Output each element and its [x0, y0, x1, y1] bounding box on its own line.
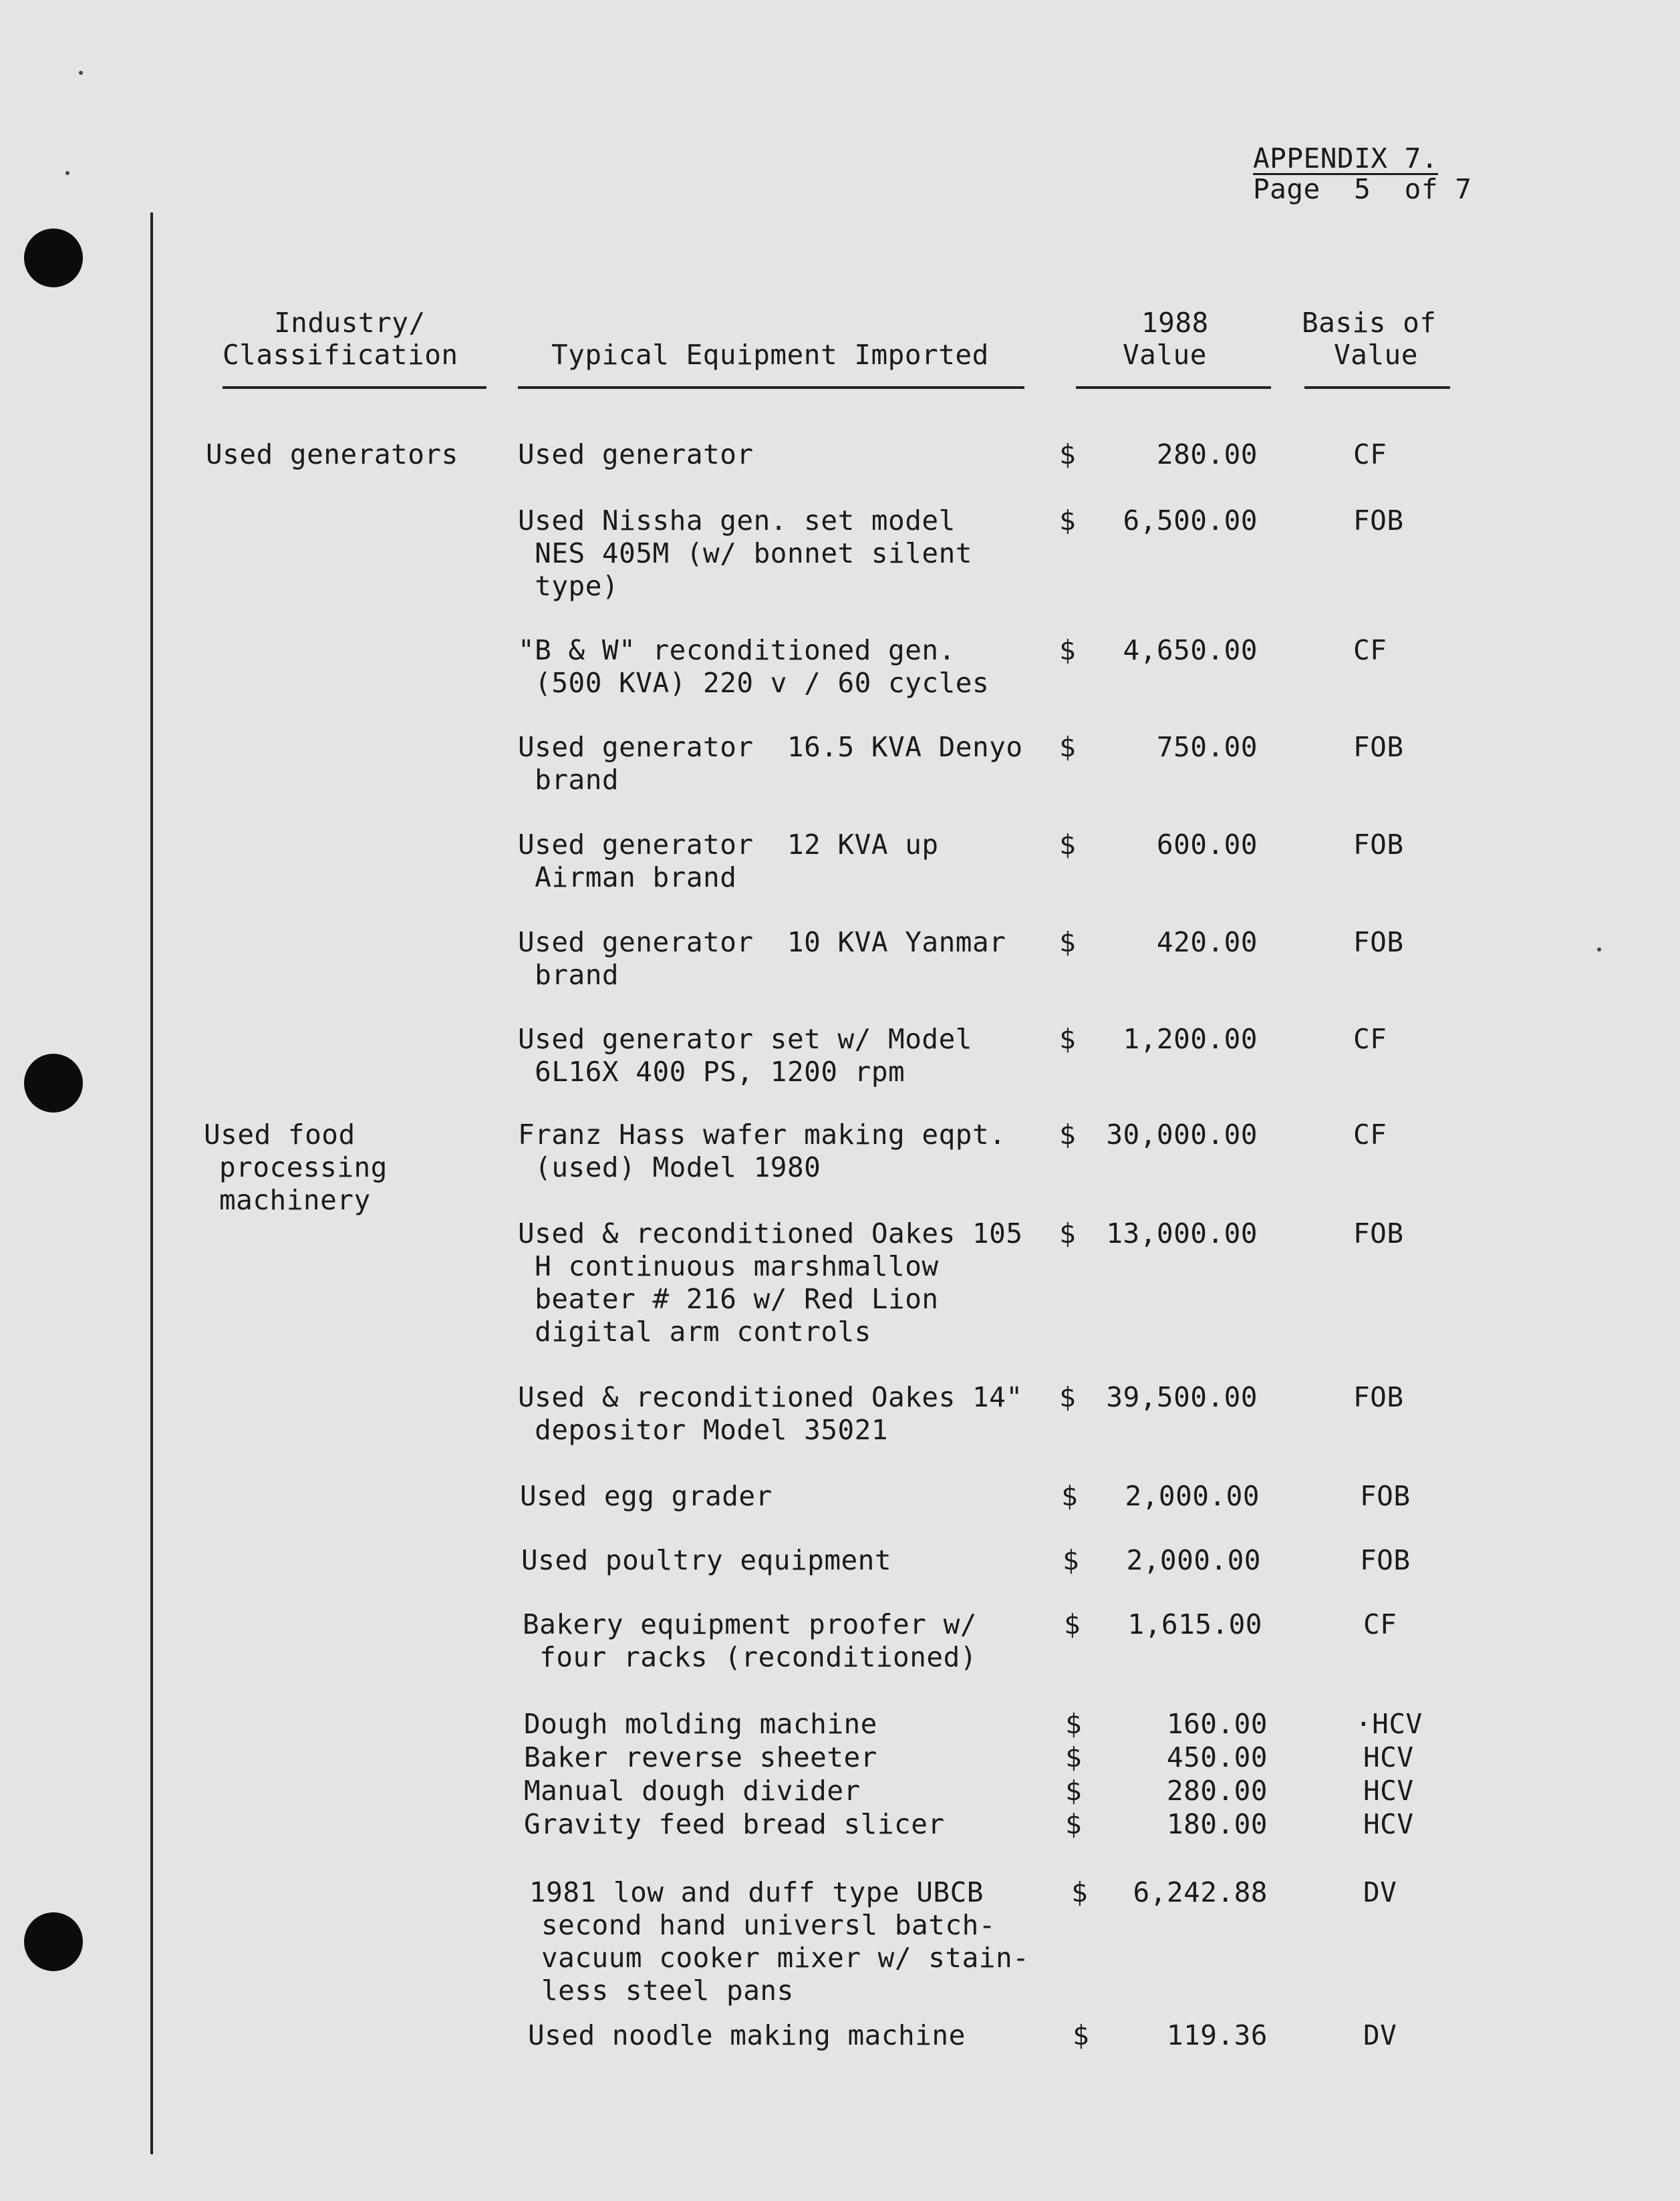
equipment-desc: Gravity feed bread slicer [524, 1808, 945, 1840]
col-basis-line1: Basis of [1302, 307, 1437, 339]
page-number: Page 5 of 7 [1253, 173, 1472, 205]
basis-of-value: HCV [1363, 1808, 1414, 1840]
currency-sign: $ [1065, 1708, 1083, 1740]
equipment-desc: four racks (reconditioned) [523, 1641, 977, 1673]
col-industry-line2: Classification [223, 339, 458, 371]
basis-of-value: CF [1353, 634, 1387, 666]
currency-sign: $ [1059, 1217, 1077, 1250]
equipment-desc: Manual dough divider [524, 1775, 861, 1807]
currency-sign: $ [1059, 1381, 1077, 1413]
equipment-desc: Bakery equipment proofer w/ [523, 1608, 977, 1640]
category-food-line3: machinery [219, 1184, 371, 1216]
basis-of-value: FOB [1353, 1381, 1404, 1413]
value-amount: 160.00 [1166, 1708, 1268, 1740]
equipment-desc: Baker reverse sheeter [524, 1741, 877, 1773]
currency-sign: $ [1059, 504, 1077, 537]
basis-of-value: CF [1353, 1023, 1387, 1055]
equipment-desc: Used generator 12 KVA up [518, 829, 939, 861]
value-amount: 2,000.00 [1125, 1480, 1260, 1512]
equipment-desc: Used egg grader [520, 1480, 773, 1512]
equipment-desc: Used generator [518, 438, 754, 470]
currency-sign: $ [1059, 926, 1077, 958]
value-amount: 13,000.00 [1106, 1217, 1258, 1250]
speck [1597, 947, 1601, 951]
equipment-desc: "B & W" reconditioned gen. [518, 634, 956, 666]
equipment-desc: digital arm controls [518, 1316, 871, 1348]
value-amount: 119.36 [1166, 2019, 1268, 2051]
equipment-desc: Airman brand [518, 861, 737, 893]
equipment-desc: NES 405M (w/ bonnet silent [518, 537, 972, 569]
category-generators: Used generators [206, 438, 458, 470]
currency-sign: $ [1065, 1808, 1083, 1840]
punch-hole-top [24, 229, 83, 287]
equipment-desc: beater # 216 w/ Red Lion [518, 1283, 939, 1315]
value-amount: 750.00 [1156, 731, 1258, 763]
margin-line [150, 212, 153, 2154]
currency-sign: $ [1059, 731, 1077, 763]
currency-sign: $ [1065, 1741, 1083, 1773]
header-rule-industry [223, 386, 486, 389]
value-amount: 6,242.88 [1133, 1876, 1268, 1908]
currency-sign: $ [1061, 1480, 1079, 1512]
basis-of-value: CF [1353, 438, 1387, 470]
basis-of-value: HCV [1363, 1741, 1414, 1773]
basis-of-value: FOB [1360, 1544, 1411, 1576]
value-amount: 280.00 [1156, 438, 1258, 470]
value-amount: 180.00 [1166, 1808, 1268, 1840]
currency-sign: $ [1059, 438, 1077, 470]
equipment-desc: second hand universl batch- [541, 1909, 996, 1941]
currency-sign: $ [1059, 634, 1077, 666]
basis-of-value: CF [1353, 1119, 1387, 1151]
equipment-desc: Used generator 10 KVA Yanmar [518, 926, 1006, 958]
punch-hole-bottom [24, 1912, 83, 1971]
equipment-desc: Dough molding machine [524, 1708, 877, 1740]
value-amount: 1,615.00 [1127, 1608, 1262, 1640]
currency-sign: $ [1059, 1119, 1077, 1151]
equipment-desc: less steel pans [541, 1974, 794, 2007]
speck [79, 71, 83, 75]
appendix-label: APPENDIX 7. [1253, 142, 1439, 174]
equipment-desc: Used & reconditioned Oakes 14" [518, 1381, 1023, 1413]
value-amount: 39,500.00 [1106, 1381, 1258, 1413]
value-amount: 30,000.00 [1106, 1119, 1258, 1151]
basis-of-value: FOB [1353, 1217, 1404, 1250]
equipment-desc: Used noodle making machine [528, 2019, 966, 2051]
header-rule-basis [1304, 386, 1450, 389]
speck [65, 171, 69, 175]
basis-of-value: ·HCV [1355, 1708, 1423, 1740]
basis-of-value: FOB [1353, 504, 1404, 537]
equipment-desc: vacuum cooker mixer w/ stain- [541, 1942, 1030, 1974]
category-food-line1: Used food [204, 1119, 356, 1151]
equipment-desc: (used) Model 1980 [518, 1151, 821, 1183]
header-rule-value [1076, 386, 1271, 389]
value-amount: 420.00 [1156, 926, 1258, 958]
currency-sign: $ [1071, 1876, 1089, 1908]
value-amount: 4,650.00 [1123, 634, 1258, 666]
currency-sign: $ [1064, 1608, 1081, 1640]
equipment-desc: Used Nissha gen. set model [518, 504, 956, 537]
equipment-desc: Used generator set w/ Model [518, 1023, 972, 1055]
equipment-desc: Used & reconditioned Oakes 105 [518, 1217, 1023, 1250]
col-value-line1: 1988 [1141, 307, 1209, 339]
equipment-desc: Franz Hass wafer making eqpt. [518, 1119, 1006, 1151]
value-amount: 600.00 [1156, 829, 1258, 861]
equipment-desc: 1981 low and duff type UBCB [529, 1876, 984, 1908]
col-industry-line1: Industry/ [274, 307, 426, 339]
currency-sign: $ [1059, 1023, 1077, 1055]
value-amount: 450.00 [1166, 1741, 1268, 1773]
equipment-desc: depositor Model 35021 [518, 1414, 889, 1446]
currency-sign: $ [1063, 1544, 1080, 1576]
category-food-line2: processing [219, 1151, 388, 1183]
value-amount: 280.00 [1166, 1775, 1268, 1807]
equipment-desc: brand [518, 959, 619, 991]
value-amount: 1,200.00 [1123, 1023, 1258, 1055]
equipment-desc: H continuous marshmallow [518, 1250, 939, 1282]
basis-of-value: DV [1363, 2019, 1397, 2051]
col-basis-line2: Value [1334, 339, 1418, 371]
equipment-desc: type) [518, 570, 619, 602]
equipment-desc: (500 KVA) 220 v / 60 cycles [518, 667, 990, 699]
basis-of-value: HCV [1363, 1775, 1414, 1807]
basis-of-value: DV [1363, 1876, 1397, 1908]
value-amount: 6,500.00 [1123, 504, 1258, 537]
basis-of-value: CF [1363, 1608, 1397, 1640]
basis-of-value: FOB [1353, 926, 1404, 958]
currency-sign: $ [1059, 829, 1077, 861]
equipment-desc: 6L16X 400 PS, 1200 rpm [518, 1056, 905, 1088]
basis-of-value: FOB [1360, 1480, 1411, 1512]
currency-sign: $ [1065, 1775, 1083, 1807]
basis-of-value: FOB [1353, 829, 1404, 861]
punch-hole-middle [24, 1054, 83, 1113]
value-amount: 2,000.00 [1126, 1544, 1261, 1576]
equipment-desc: Used poultry equipment [521, 1544, 892, 1576]
col-equipment: Typical Equipment Imported [551, 339, 989, 371]
equipment-desc: Used generator 16.5 KVA Denyo [518, 731, 1023, 763]
basis-of-value: FOB [1353, 731, 1404, 763]
header-rule-equipment [518, 386, 1024, 389]
col-value-line2: Value [1123, 339, 1207, 371]
currency-sign: $ [1073, 2019, 1090, 2051]
equipment-desc: brand [518, 764, 619, 796]
